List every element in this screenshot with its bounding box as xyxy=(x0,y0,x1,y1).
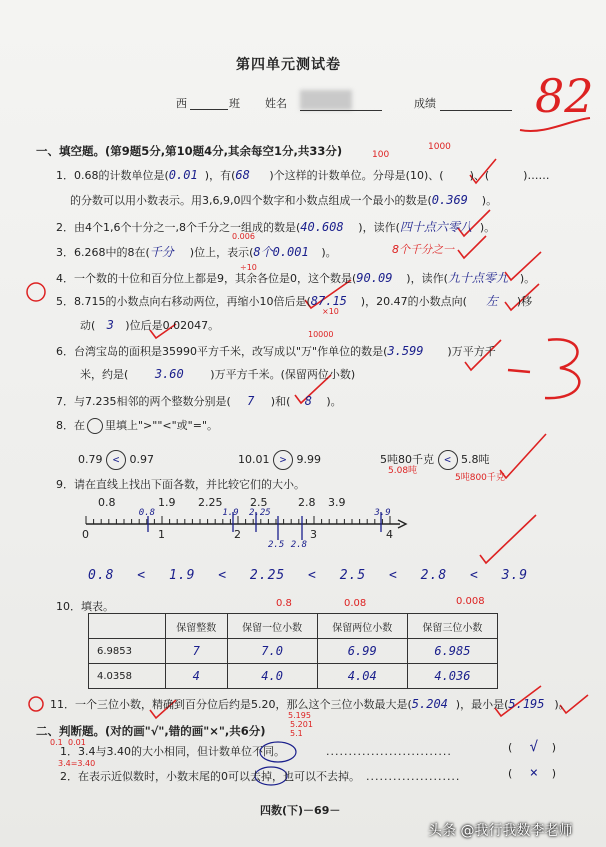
number-value-label: 2.8 xyxy=(298,496,316,509)
q2-note: 0.006 xyxy=(232,232,255,241)
q8-note-2: 5吨800千克 xyxy=(455,473,505,483)
number-value-label: 1.9 xyxy=(158,496,176,509)
table-header-row xyxy=(89,614,498,639)
q8-note-1: 5.08吨 xyxy=(388,466,418,476)
q8-compare-2: 10.01 > 9.99 xyxy=(238,450,321,470)
score-label: 成绩 xyxy=(414,97,436,110)
q6-note: 10000 xyxy=(308,330,334,339)
q1-line2: 的分数可以用小数表示。用3,6,9,0四个数字和小数点组成一个最小的数是(0.369 )。 xyxy=(70,193,498,207)
number-value-label: 2.5 xyxy=(250,496,268,509)
q3-note: 8个千分之一 xyxy=(392,243,454,256)
table-row xyxy=(89,664,498,689)
class-blank xyxy=(190,109,228,110)
table-header-cell: 保留三位小数 xyxy=(407,614,497,639)
judge-note-2: 0.01 xyxy=(68,738,86,747)
watermark: 头条 @我行我数李老师 xyxy=(428,823,573,839)
q2-line: 2．由4个1,6个十分之一,8个千分之一组成的数是(40.608 )，读作(四十点六零八 )。 xyxy=(56,220,496,234)
q8-compare-1: 0.79 < 0.97 xyxy=(78,450,154,470)
number-value-label: 2.25 xyxy=(198,496,223,509)
q4-note: ÷10 xyxy=(240,263,257,272)
q4-line: 4．一个数的十位和百分位上都是9，其余各位是0，这个数是(90.09 )，读作(九十点零九 )。 xyxy=(56,271,536,285)
q10-note-1: 0.8 xyxy=(276,598,292,609)
q10-prompt: 10．填表。 xyxy=(56,600,114,613)
table-cell: 4.0 xyxy=(227,664,317,689)
judge-2-leader: ..................... xyxy=(366,770,461,783)
q11-line: 11．一个三位小数，精确到百分位后约是5.20，那么这个三位小数最大是(5.204 )，最小是(5.195 )。 xyxy=(50,697,570,711)
judge-note-3: 3.4=3.40 xyxy=(58,759,96,768)
number-line-label: 0 xyxy=(82,528,89,541)
compare-circle xyxy=(87,418,103,434)
number-line-hand-label: 2.5 xyxy=(268,540,285,550)
judge-1: 1．3.4与3.40的大小相同，但计数单位不同。 xyxy=(60,745,285,758)
section-judge-heading: 二、判断题。(对的画"√",错的画"×",共6分) xyxy=(36,724,266,738)
name-blank xyxy=(300,110,382,111)
number-line-hand-label: 2.25 xyxy=(249,508,271,518)
table-header-cell: 保留一位小数 xyxy=(227,614,317,639)
judge-2-box: ( × ) xyxy=(508,765,557,781)
score-blank xyxy=(440,110,512,111)
table-header-cell: 保留整数 xyxy=(166,614,228,639)
q3-line: 3．6.268中的8在(千分 )位上，表示(8个0.001 )。 xyxy=(56,245,337,259)
q6-line2: 米，约是( 3.60 )万平方千米。(保留两位小数) xyxy=(80,367,356,381)
table-cell: 6.985 xyxy=(407,639,497,664)
rounding-table xyxy=(88,613,498,689)
table-header-cell xyxy=(89,614,166,639)
redacted-name xyxy=(300,90,352,110)
q9-order: 0.8 < 1.9 < 2.25 < 2.5 < 2.8 < 3.9 xyxy=(88,568,529,583)
judge-note-1: 0.1 xyxy=(50,738,63,747)
table-cell: 7.0 xyxy=(227,639,317,664)
q8-compare-3: 5吨80千克 < 5.8吨 xyxy=(380,450,490,470)
class-label: 班 xyxy=(229,97,240,110)
q5-line1: 5．8.715的小数点向右移动两位，再缩小10倍后是(87.15 )，20.47的小数点向( 左 )移 xyxy=(56,294,533,308)
q5-line2: 动( 3 )位后是0.02047。 xyxy=(80,318,220,332)
judge-1-leader: ............................ xyxy=(326,745,452,758)
q10-note-2: 0.08 xyxy=(344,598,367,609)
class-prefix: 西 xyxy=(176,97,187,110)
number-line-hand-label: 3.9 xyxy=(374,508,391,518)
number-line-label: 2 xyxy=(234,528,241,541)
table-cell: 6.9853 xyxy=(89,639,166,664)
q11-note-3: 5.1 xyxy=(290,729,303,738)
judge-1-box: ( √ ) xyxy=(508,739,557,755)
q1-line1: 1．0.68的计数单位是(0.01 )，有(68 )个这样的计数单位。分母是(10)、( )、( )…… xyxy=(56,168,550,182)
number-line-label: 3 xyxy=(310,528,317,541)
table-cell: 4.0358 xyxy=(89,664,166,689)
table-cell: 6.99 xyxy=(317,639,407,664)
table-cell: 4.04 xyxy=(317,664,407,689)
number-line-hand-label: 1.9 xyxy=(222,508,239,518)
q1-hand-note-1: 100 xyxy=(372,150,390,160)
table-header-cell: 保留两位小数 xyxy=(317,614,407,639)
section-fill-heading: 一、填空题。(第9题5分,第10题4分,其余每空1分,共33分) xyxy=(36,144,343,158)
q9-prompt: 9．请在直线上找出下面各数，并比较它们的大小。 xyxy=(56,478,305,491)
q1-hand-note-2: 1000 xyxy=(428,142,451,152)
number-line-label: 1 xyxy=(158,528,165,541)
table-row xyxy=(89,639,498,664)
page-title: 第四单元测试卷 xyxy=(236,57,341,73)
q11-note-1: 5.195 xyxy=(288,711,311,720)
number-value-label: 3.9 xyxy=(328,496,346,509)
page-number: 四数(下)－69－ xyxy=(260,804,341,817)
judge-2: 2．在表示近似数时，小数末尾的0可以去掉，也可以不去掉。 xyxy=(60,770,360,783)
number-line-hand-label: 2.8 xyxy=(290,540,308,550)
number-line-label: 4 xyxy=(386,528,393,541)
number-value-label: 0.8 xyxy=(98,496,116,509)
q5-note: ×10 xyxy=(322,307,339,316)
table-cell: 4 xyxy=(166,664,228,689)
q6-line1: 6．台湾宝岛的面积是35990平方千米，改写成以"万"作单位的数是(3.599 )万平方千 xyxy=(56,344,496,358)
score-mark: 82 xyxy=(535,69,594,123)
q7-line: 7．与7.235相邻的两个整数分别是( 7 )和( 8 )。 xyxy=(56,394,342,408)
table-cell: 4.036 xyxy=(407,664,497,689)
q11-note-2: 5.201 xyxy=(290,720,313,729)
q8-line: 8．在 里填上">""<"或"="。 xyxy=(56,419,219,432)
name-label: 姓名 xyxy=(265,97,287,110)
table-cell: 7 xyxy=(166,639,228,664)
number-line-hand-label: 0.8 xyxy=(138,508,156,518)
q10-note-3: 0.008 xyxy=(456,596,485,607)
